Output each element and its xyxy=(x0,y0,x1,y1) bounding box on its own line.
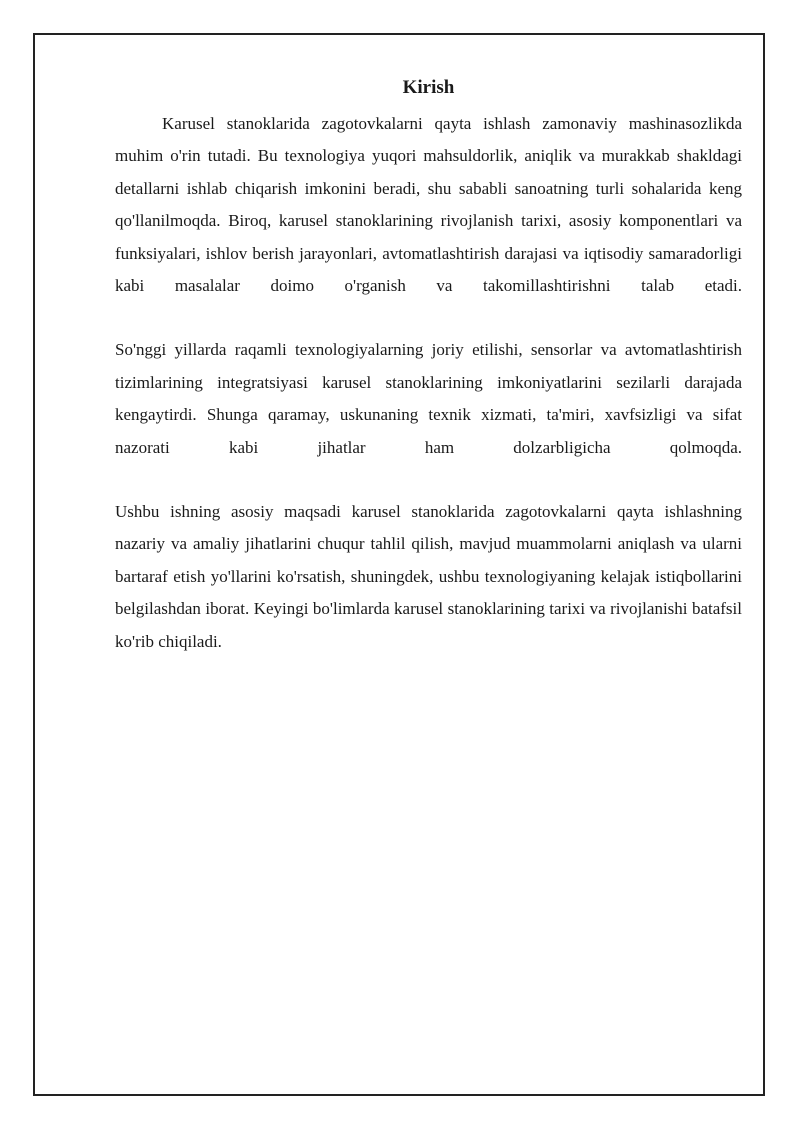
document-body xyxy=(115,76,742,658)
paragraph-goal: Ushbu ishning asosiy maqsadi karusel stanoklarida zagotovkalarni qayta ishlashning nazariy va amaliy jihatlarini chuqur tahlil qilish, mavjud muammolarni aniqlash va ularni bartaraf etish yo'llarini ko'rsatish, shuningdek, ushbu texnologiyaning kelajak istiqbollarini belgilashdan iborat. Keyingi bo'limlarda karusel stanoklarining tarixi va rivojlanishi batafsil ko'rib chiqiladi. xyxy=(115,502,742,651)
paragraph-intro: Karusel stanoklarida zagotovkalarni qayta ishlash zamonaviy mashinasozlikda muhim o'rin tutadi. Bu texnologiya yuqori mahsuldorlik, aniqlik va murakkab shakldagi detallarni ishlab chiqarish imkonini beradi, shu sababli sanoatning turli sohalarida keng qo'llanilmoqda. Biroq, karusel stanoklarining rivojlanish tarixi, asosiy komponentlari va funksiyalari, ishlov berish jarayonlari, avtomatlashtirish darajasi va iqtisodiy samaradorligi kabi masalalar doimo o'rganish va takomillashtirishni talab etadi. xyxy=(115,114,742,296)
document-title: Kirish xyxy=(402,77,455,98)
paragraph-technologies: So'nggi yillarda raqamli texnologiyalarning joriy etilishi, sensorlar va avtomatlashtirish tizimlarining integratsiyasi karusel stanoklarining imkoniyatlarini sezilarli darajada kengaytirdi. Shunga qaramay, uskunaning texnik xizmati, ta'miri, xavfsizligi va sifat nazorati kabi jihatlar ham dolzarbligicha qolmoqda. xyxy=(115,340,742,457)
paragraph-gap xyxy=(115,302,742,334)
paragraph-gap xyxy=(115,464,742,496)
